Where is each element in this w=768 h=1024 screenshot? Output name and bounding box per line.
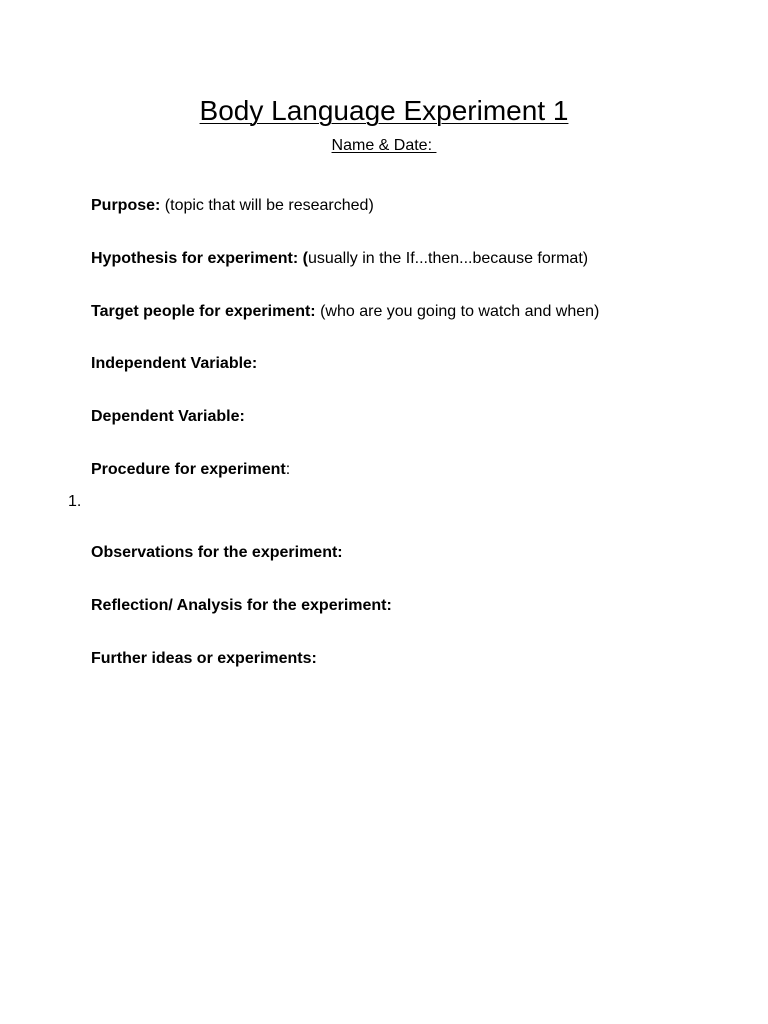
dependent-variable-label: Dependent Variable: xyxy=(91,408,245,425)
purpose-field xyxy=(91,196,374,216)
procedure-label: Procedure for experiment xyxy=(91,461,286,478)
procedure-note: : xyxy=(285,461,291,478)
hypothesis-label: Hypothesis for experiment: ( xyxy=(91,250,308,267)
purpose-label: Purpose: xyxy=(91,197,161,214)
target-people-label: Target people for experiment: xyxy=(91,303,316,320)
further-ideas-field xyxy=(91,649,317,669)
hypothesis-note: usually in the If...then...because format) xyxy=(307,250,589,267)
observations-label: Observations for the experiment: xyxy=(91,544,343,561)
procedure-list-number: 1. xyxy=(68,493,82,510)
name-date-line: Name & Date: xyxy=(331,137,437,154)
procedure-field xyxy=(91,460,290,480)
further-ideas-label: Further ideas or experiments: xyxy=(91,650,317,667)
dependent-variable-field xyxy=(91,407,245,427)
document-title: Body Language Experiment 1 xyxy=(199,95,569,126)
target-people-field xyxy=(91,302,599,322)
purpose-note: (topic that will be researched) xyxy=(160,197,374,214)
hypothesis-field xyxy=(91,249,588,269)
independent-variable-field xyxy=(91,354,257,374)
independent-variable-label: Independent Variable: xyxy=(91,355,258,372)
observations-field xyxy=(91,543,343,563)
reflection-label: Reflection/ Analysis for the experiment: xyxy=(91,597,392,614)
target-people-note: (who are you going to watch and when) xyxy=(315,303,600,320)
reflection-field xyxy=(91,596,392,616)
